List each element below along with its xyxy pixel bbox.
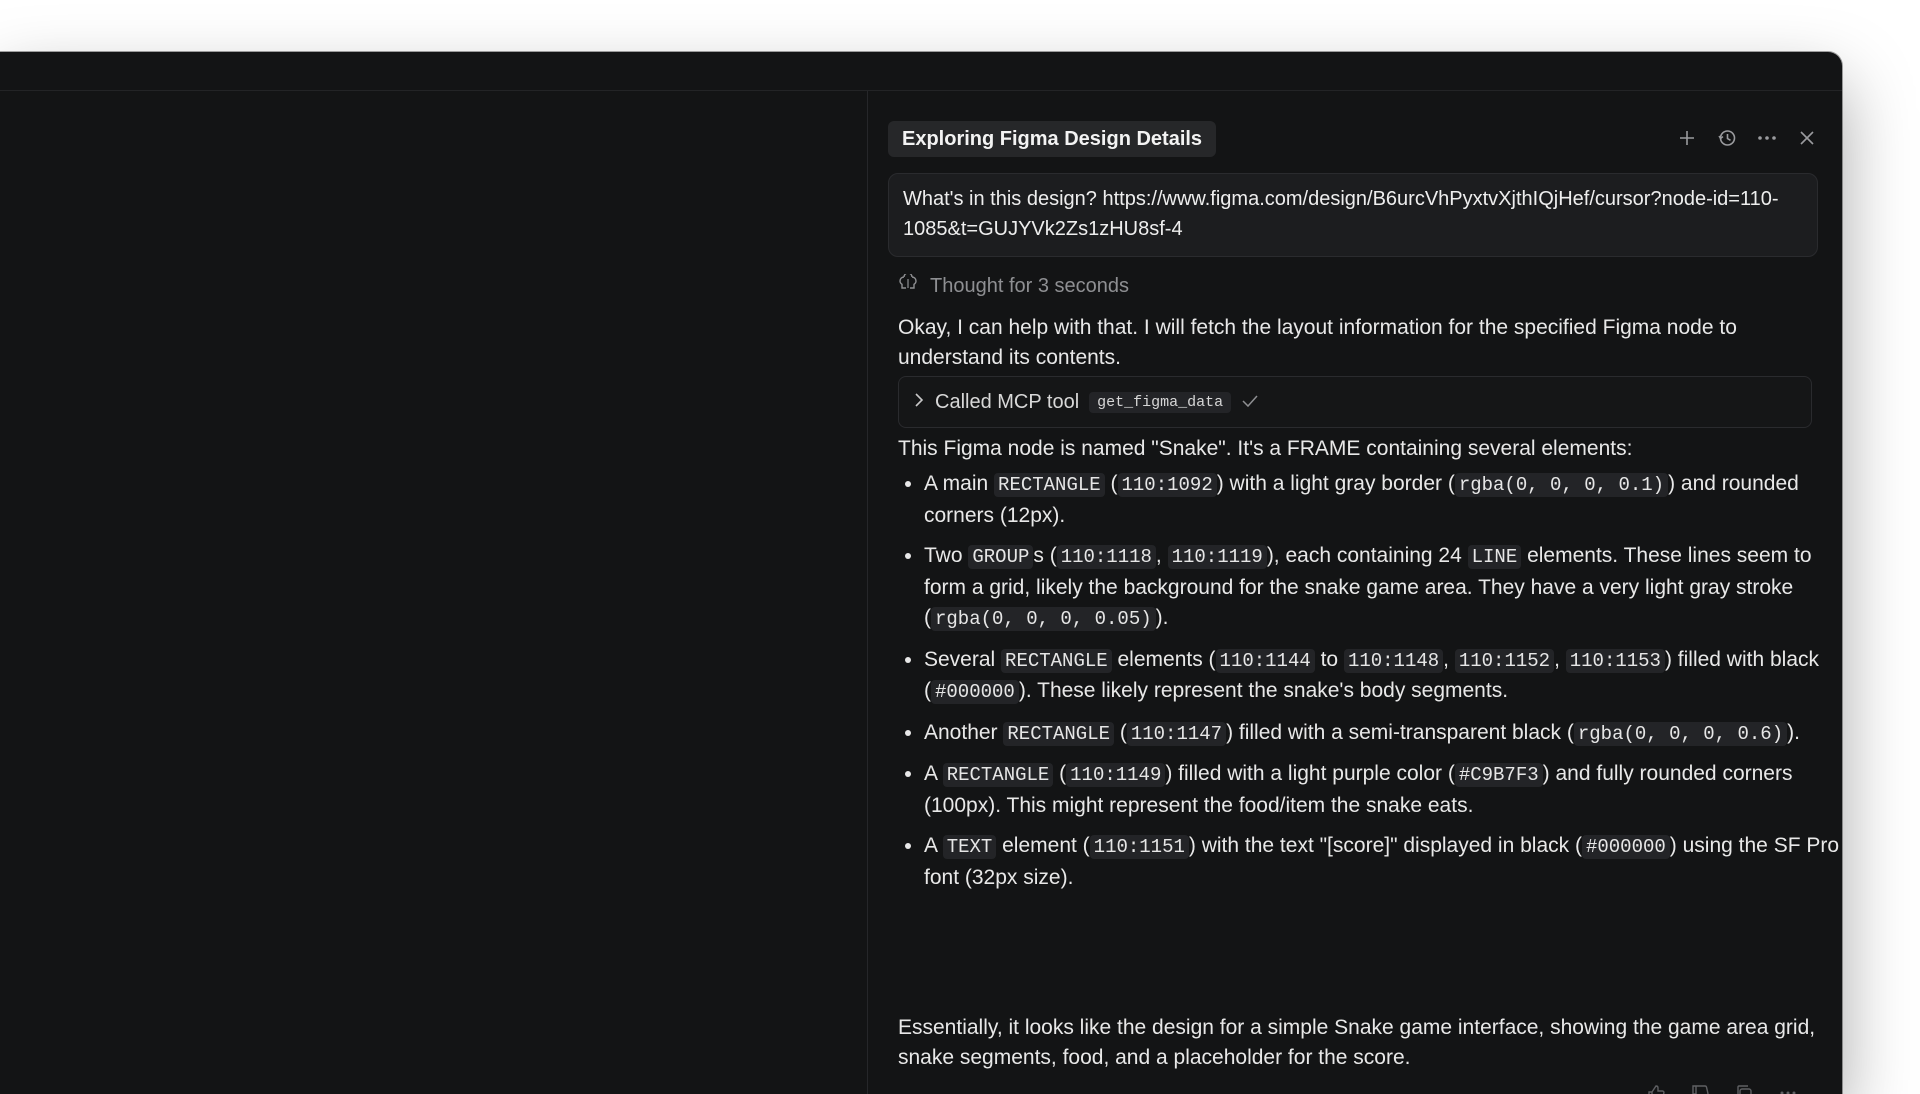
- thumbs-down-icon[interactable]: [1688, 1081, 1712, 1094]
- text: ) filled with a semi-transparent black (: [1226, 720, 1574, 744]
- inline-code: 110:1144: [1216, 649, 1315, 673]
- text: ,: [1443, 647, 1455, 671]
- list-item: [924, 645, 1842, 708]
- chevron-right-icon: [913, 391, 925, 414]
- message-actions: [1644, 1081, 1800, 1094]
- inline-code: rgba(0, 0, 0, 0.6): [1574, 722, 1787, 746]
- list-item: [924, 541, 1842, 635]
- inline-code: 110:1148: [1344, 649, 1443, 673]
- inline-code: RECTANGLE: [943, 763, 1054, 787]
- user-message[interactable]: What's in this design? https://www.figma.com/design/B6urcVhPyxtvXjthIQjHef/cursor?node-id=110-1085&t=GUJYVk2Zs1zHU8sf-4: [888, 173, 1818, 257]
- chat-panel: [868, 91, 1842, 1094]
- element-list: [898, 469, 1842, 903]
- text: ).: [1155, 606, 1169, 629]
- inline-code: 110:1092: [1118, 473, 1217, 497]
- inline-code: 110:1118: [1057, 545, 1156, 569]
- copy-icon[interactable]: [1732, 1081, 1756, 1094]
- thought-text: Thought for 3 seconds: [930, 274, 1130, 297]
- inline-code: RECTANGLE: [994, 473, 1105, 497]
- text: ).: [1787, 720, 1800, 744]
- tool-call-label: Called MCP tool: [935, 390, 1080, 413]
- text: ,: [1554, 647, 1566, 671]
- text: ,: [1155, 544, 1168, 567]
- inline-code: TEXT: [943, 835, 997, 859]
- inline-code: 110:1152: [1455, 649, 1554, 673]
- text: ) with a light gray border (: [1216, 472, 1455, 495]
- text: Several: [924, 647, 1002, 671]
- app-window: [0, 52, 1842, 1094]
- text: ) using the SF Pro font (32px size).: [924, 834, 1840, 889]
- text: elements. These lines seem to form a grid, likely the background for the snake game area. They have a very light gray stroke (: [924, 544, 1812, 629]
- more-icon[interactable]: [1776, 1081, 1800, 1094]
- list-item: [924, 759, 1842, 821]
- chat-header-actions: [1674, 125, 1820, 151]
- mcp-tool-call[interactable]: [898, 376, 1812, 428]
- more-icon[interactable]: [1754, 125, 1780, 151]
- inline-code: 110:1153: [1566, 649, 1665, 673]
- text: ) and rounded corners (12px).: [924, 472, 1799, 527]
- inline-code: 110:1147: [1127, 722, 1226, 746]
- inline-code: GROUP: [968, 545, 1033, 569]
- inline-code: rgba(0, 0, 0, 0.1): [1455, 473, 1668, 497]
- text: ). These likely represent the snake's body segments.: [1018, 679, 1509, 702]
- inline-code: #000000: [931, 680, 1019, 704]
- text: element (: [996, 834, 1090, 857]
- tool-name: get_figma_data: [1089, 392, 1231, 413]
- text: ) with the text "[score]" displayed in black (: [1188, 834, 1582, 857]
- thought-indicator[interactable]: [898, 274, 1129, 298]
- inline-code: 110:1149: [1066, 763, 1165, 787]
- text: to: [1314, 647, 1344, 671]
- plus-icon[interactable]: [1674, 125, 1700, 151]
- inline-code: LINE: [1468, 545, 1522, 569]
- text: Two: [924, 544, 969, 567]
- window-top-bar: [0, 52, 1842, 91]
- text: Another: [924, 720, 1004, 744]
- inline-code: RECTANGLE: [1003, 722, 1114, 746]
- close-icon[interactable]: [1794, 125, 1820, 151]
- text: ) filled with a light purple color (: [1165, 762, 1455, 785]
- text: A main: [924, 472, 995, 495]
- text: ) and fully rounded corners (100px). This might represent the food/item the snake eats.: [924, 762, 1793, 817]
- text: s (: [1033, 544, 1057, 567]
- assistant-intro: Okay, I can help with that. I will fetch the layout information for the specified Figma node to understand its contents.: [898, 316, 1737, 369]
- text: A: [924, 834, 943, 857]
- list-item: [924, 718, 1842, 750]
- inline-code: 110:1119: [1168, 545, 1267, 569]
- chat-title[interactable]: Exploring Figma Design Details: [888, 121, 1216, 157]
- checkmark-icon: [1241, 391, 1259, 414]
- summary-text: This Figma node is named "Snake". It's a FRAME containing several elements:: [898, 437, 1633, 460]
- list-item: [924, 831, 1842, 893]
- text: elements (: [1111, 647, 1216, 671]
- text: (: [1104, 472, 1118, 495]
- assistant-conclusion: Essentially, it looks like the design for a simple Snake game interface, showing the game area grid, snake segments, food, and a placeholder for the score.: [898, 1016, 1816, 1069]
- history-icon[interactable]: [1714, 125, 1740, 151]
- inline-code: 110:1151: [1090, 835, 1189, 859]
- text: ), each containing 24: [1266, 544, 1468, 567]
- text: ) filled with black (: [924, 647, 1820, 702]
- inline-code: #000000: [1582, 835, 1670, 859]
- list-item: [924, 469, 1842, 531]
- inline-code: #C9B7F3: [1455, 763, 1543, 787]
- editor-pane: [0, 91, 868, 1094]
- inline-code: rgba(0, 0, 0, 0.05): [931, 607, 1156, 631]
- inline-code: RECTANGLE: [1001, 649, 1112, 673]
- text: (: [1114, 720, 1127, 744]
- text: (: [1053, 762, 1067, 785]
- brain-icon: [898, 274, 918, 298]
- text: A: [924, 762, 943, 785]
- thumbs-up-icon[interactable]: [1644, 1081, 1668, 1094]
